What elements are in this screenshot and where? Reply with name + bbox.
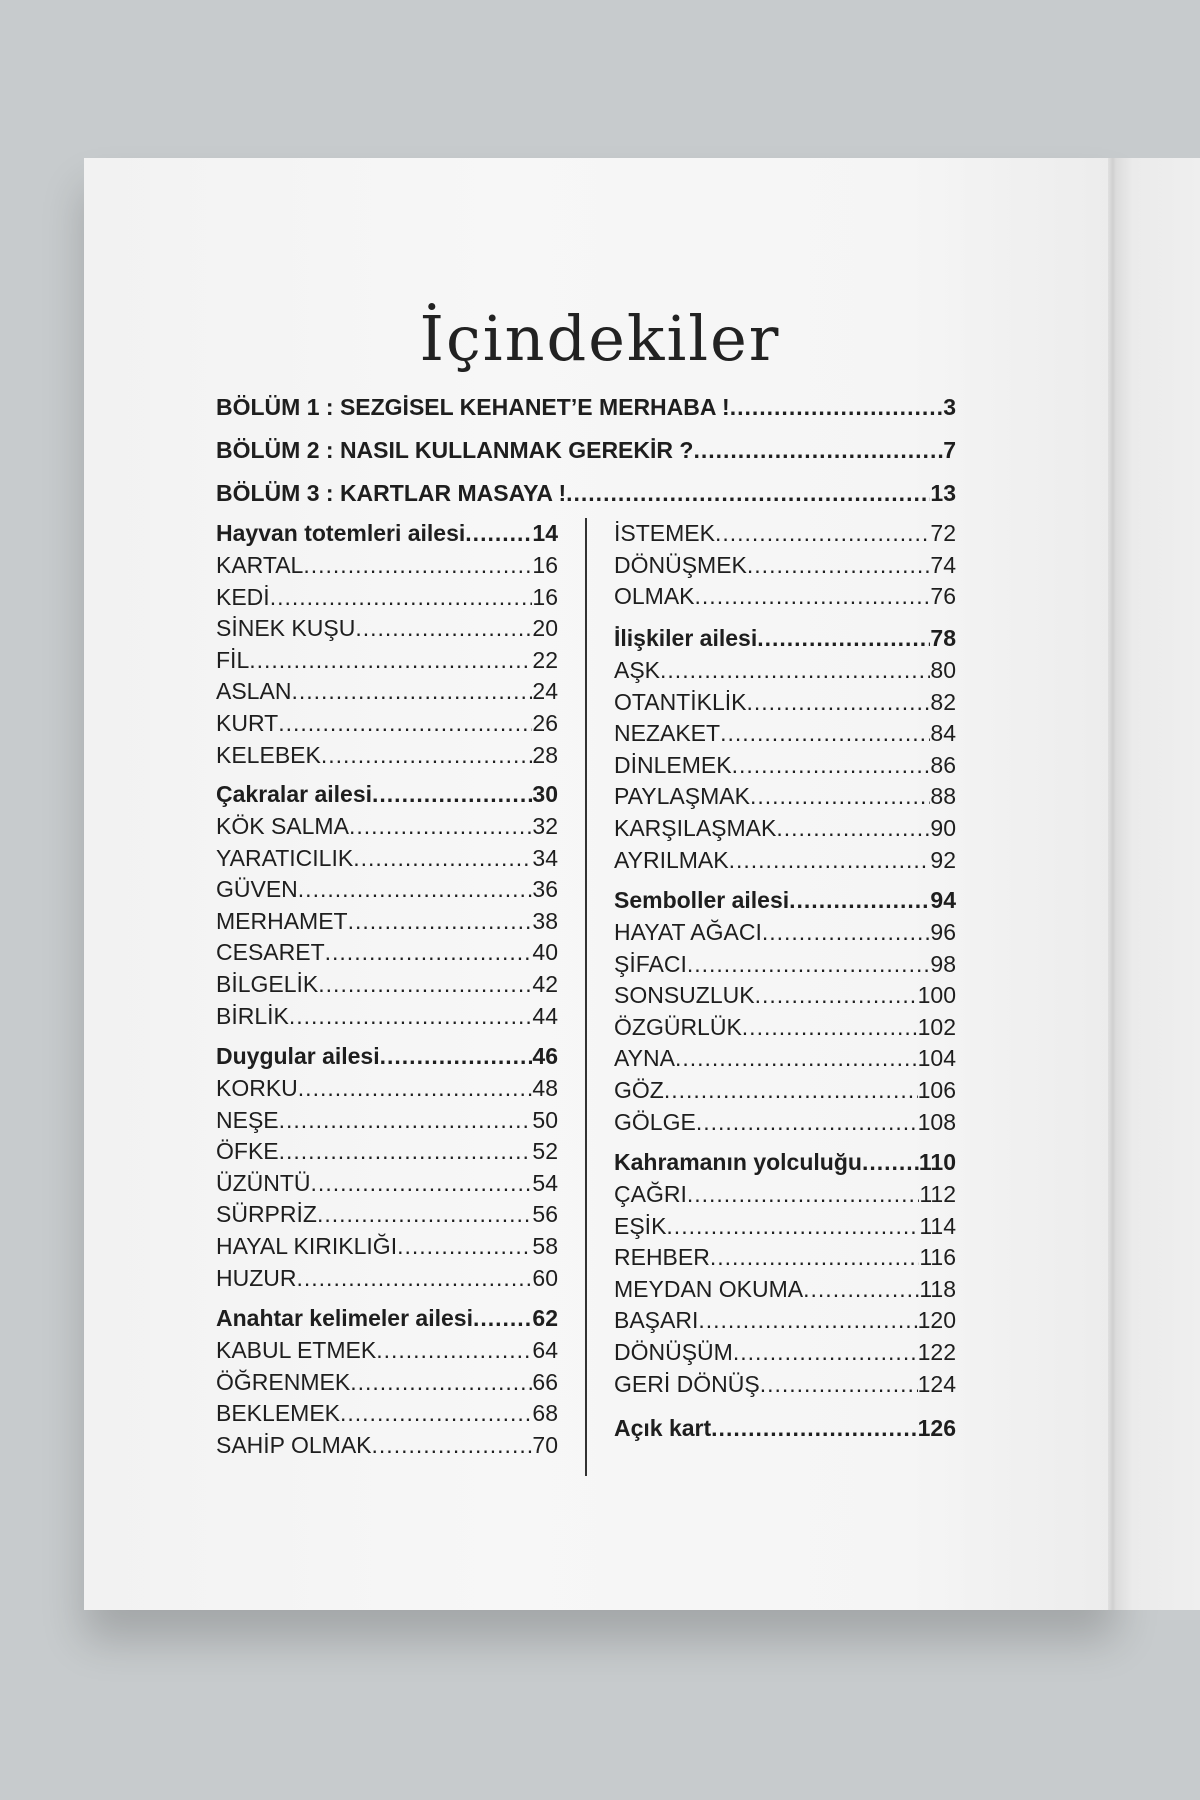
toc-item-page-number: 80 — [930, 657, 956, 683]
toc-item — [614, 783, 956, 815]
toc-item — [216, 1400, 558, 1432]
toc-item-page-number: 56 — [532, 1201, 558, 1228]
toc-item-label: ÖFKE — [216, 1138, 279, 1165]
toc-section — [216, 1043, 558, 1070]
toc-item-label: GERİ DÖNÜŞ — [614, 1370, 760, 1397]
leader-dots — [664, 1077, 918, 1104]
leader-dots — [693, 437, 943, 464]
toc-item-page-number: 34 — [532, 844, 558, 871]
toc-section-page-number: 94 — [930, 887, 956, 913]
toc-item — [216, 710, 558, 742]
toc-section-label: İlişkiler ailesi — [614, 625, 758, 651]
toc-item — [614, 951, 956, 983]
toc-item-page-number: 90 — [930, 815, 956, 841]
toc-item — [216, 615, 558, 647]
toc-item-page-number: 102 — [917, 1013, 956, 1040]
toc-item-label: BEKLEMEK — [216, 1400, 340, 1427]
leader-dots — [355, 615, 532, 642]
toc-item-page-number: 54 — [532, 1169, 558, 1196]
leader-dots — [747, 689, 931, 716]
leader-dots — [325, 939, 533, 966]
toc-section-page-number: 46 — [532, 1043, 558, 1069]
toc-item — [216, 1233, 558, 1265]
toc-item — [614, 1014, 956, 1046]
toc-item-label: SONSUZLUK — [614, 982, 755, 1009]
toc-item-label: ÇAĞRI — [614, 1181, 687, 1207]
toc-item-label: EŞİK — [614, 1212, 667, 1239]
toc-item-label: MEYDAN OKUMA — [614, 1275, 804, 1302]
toc-item — [614, 657, 956, 689]
leader-dots — [695, 583, 931, 610]
toc-item — [216, 876, 558, 908]
toc-item-label: PAYLAŞMAK — [614, 783, 750, 810]
toc-item-label: NEŞE — [216, 1106, 279, 1133]
leader-dots — [340, 1400, 532, 1427]
leader-dots — [710, 1244, 919, 1271]
toc-item-label: GÖZ — [614, 1077, 664, 1103]
toc-item-label: KORKU — [216, 1075, 298, 1101]
toc-item — [216, 1138, 558, 1170]
chapter-entry-page-number: 3 — [943, 394, 956, 420]
toc-item — [216, 939, 558, 971]
toc-item — [614, 1276, 956, 1308]
leader-dots — [566, 480, 930, 507]
leader-dots — [789, 887, 930, 914]
toc-item — [216, 678, 558, 710]
toc-item-page-number: 122 — [917, 1339, 956, 1365]
toc-item-label: HAYAT AĞACI — [614, 919, 762, 945]
toc-item-page-number: 106 — [917, 1077, 956, 1103]
page-title: İçindekiler — [419, 302, 781, 375]
toc-item-page-number: 50 — [532, 1106, 558, 1133]
toc-section-page-number: 78 — [930, 625, 956, 651]
toc-item-page-number: 42 — [532, 971, 558, 997]
toc-item-page-number: 68 — [532, 1400, 558, 1427]
toc-item-page-number: 96 — [930, 919, 956, 945]
leader-dots — [321, 742, 533, 769]
toc-item-page-number: 74 — [930, 551, 956, 578]
toc-item-page-number: 44 — [532, 1002, 558, 1029]
leader-dots — [350, 1369, 532, 1396]
leader-dots — [720, 720, 930, 747]
toc-item — [216, 1201, 558, 1233]
toc-item-page-number: 64 — [532, 1337, 558, 1363]
toc-item-page-number: 76 — [930, 583, 956, 610]
toc-item — [216, 1337, 558, 1369]
toc-item-label: BAŞARI — [614, 1307, 699, 1334]
chapter-entry-page-number: 7 — [943, 437, 956, 463]
chapter-entry-page-number: 13 — [930, 480, 956, 506]
toc-section-label: Açık kart — [614, 1415, 712, 1441]
chapter-entry-label: BÖLÜM 3 : KARTLAR MASAYA ! — [216, 480, 567, 506]
toc-item-label: OLMAK — [614, 583, 695, 610]
toc-item-label: BİRLİK — [216, 1002, 289, 1029]
leader-dots — [733, 1339, 918, 1366]
toc-item — [614, 1045, 956, 1077]
toc-item-page-number: 70 — [532, 1431, 558, 1458]
leader-dots — [349, 813, 532, 840]
leader-dots — [278, 710, 532, 737]
leader-dots — [715, 520, 930, 547]
toc-item — [614, 1244, 956, 1276]
toc-item — [614, 583, 956, 615]
toc-section — [216, 781, 558, 808]
toc-item — [614, 982, 956, 1014]
leader-dots — [762, 919, 931, 946]
toc-item — [216, 1170, 558, 1202]
toc-item-label: KURT — [216, 710, 279, 736]
toc-item-page-number: 100 — [917, 982, 956, 1009]
toc-item-label: HAYAL KIRIKLIĞI — [216, 1233, 398, 1259]
toc-item-label: FİL — [216, 646, 250, 673]
toc-item-label: KELEBEK — [216, 741, 321, 768]
toc-item-label: REHBER — [614, 1244, 710, 1271]
leader-dots — [776, 815, 930, 842]
toc-item — [614, 552, 956, 584]
toc-item-label: BİLGELİK — [216, 971, 319, 997]
chapter-entry-label: BÖLÜM 2 : NASIL KULLANMAK GEREKİR ? — [216, 437, 694, 463]
toc-item — [614, 1339, 956, 1371]
toc-item-page-number: 92 — [930, 846, 956, 873]
toc-item-label: SİNEK KUŞU — [216, 615, 356, 642]
leader-dots — [270, 584, 533, 611]
leader-dots — [742, 1014, 918, 1041]
toc-item-label: ÜZÜNTÜ — [216, 1169, 311, 1196]
leader-dots — [729, 847, 931, 874]
toc-item-label: MERHAMET — [216, 907, 348, 934]
toc-item-page-number: 60 — [532, 1264, 558, 1291]
chapter-entry — [216, 480, 956, 512]
toc-section-page-number: 110 — [918, 1149, 956, 1175]
toc-item-page-number: 120 — [917, 1307, 956, 1334]
leader-dots — [348, 908, 533, 935]
toc-item-page-number: 98 — [930, 950, 956, 977]
toc-item — [614, 1371, 956, 1403]
toc-item — [614, 752, 956, 784]
chapter-entry — [216, 437, 956, 469]
toc-item — [614, 1181, 956, 1213]
toc-item — [614, 1109, 956, 1141]
leader-dots — [750, 783, 930, 810]
toc-item-label: KARTAL — [216, 552, 304, 578]
leader-dots — [298, 1075, 533, 1102]
toc-item-label: OTANTİKLİK — [614, 688, 747, 715]
toc-section — [614, 1149, 956, 1176]
toc-item — [614, 815, 956, 847]
leader-dots — [687, 951, 931, 978]
toc-section-page-number: 30 — [532, 781, 558, 807]
toc-item — [216, 552, 558, 584]
toc-item — [216, 813, 558, 845]
leader-dots — [297, 1265, 533, 1292]
toc-section-page-number: 126 — [917, 1415, 956, 1441]
toc-item-label: GÖLGE — [614, 1108, 696, 1135]
chapter-entry — [216, 394, 956, 426]
toc-item-page-number: 24 — [532, 678, 558, 705]
toc-item-page-number: 84 — [930, 720, 956, 747]
leader-dots — [755, 982, 918, 1009]
toc-item-page-number: 16 — [532, 583, 558, 610]
toc-item-label: ASLAN — [216, 678, 292, 705]
toc-item-page-number: 82 — [930, 688, 956, 715]
toc-item-label: DÖNÜŞÜM — [614, 1339, 733, 1365]
toc-section-label: Kahramanın yolculuğu — [614, 1149, 862, 1175]
toc-item — [614, 1077, 956, 1109]
toc-section-label: Hayvan totemleri ailesi — [216, 520, 466, 546]
toc-section — [614, 887, 956, 914]
toc-item-page-number: 26 — [532, 710, 558, 736]
toc-item-page-number: 88 — [930, 783, 956, 810]
toc-item-page-number: 36 — [532, 876, 558, 903]
toc-item — [614, 1307, 956, 1339]
toc-item — [216, 1075, 558, 1107]
toc-item — [216, 1003, 558, 1035]
toc-item — [216, 742, 558, 774]
leader-dots — [660, 657, 930, 684]
toc-item-page-number: 124 — [917, 1370, 956, 1397]
toc-item-page-number: 108 — [917, 1108, 956, 1135]
leader-dots — [303, 552, 532, 579]
toc-item-label: CESARET — [216, 939, 325, 966]
leader-dots — [696, 1109, 918, 1136]
toc-item-label: ÖĞRENMEK — [216, 1368, 351, 1395]
toc-item-label: DİNLEMEK — [614, 751, 732, 778]
toc-item-page-number: 66 — [532, 1368, 558, 1395]
toc-item-label: KABUL ETMEK — [216, 1337, 377, 1363]
toc-item-label: İSTEMEK — [614, 520, 715, 546]
toc-item — [216, 1432, 558, 1464]
toc-item — [216, 845, 558, 877]
toc-section-page-number: 62 — [532, 1305, 558, 1331]
toc-section-label: Semboller ailesi — [614, 887, 790, 913]
toc-item-page-number: 114 — [919, 1212, 956, 1239]
toc-item — [614, 1213, 956, 1245]
leader-dots — [249, 647, 532, 674]
toc-item-label: HUZUR — [216, 1264, 297, 1291]
leader-dots — [711, 1415, 917, 1442]
leader-dots — [730, 394, 944, 421]
leader-dots — [318, 971, 532, 998]
toc-section-label: Anahtar kelimeler ailesi — [216, 1305, 473, 1331]
leader-dots — [687, 1181, 919, 1208]
toc-item-page-number: 116 — [919, 1244, 956, 1271]
leader-dots — [397, 1233, 532, 1260]
toc-section-label: Çakralar ailesi — [216, 781, 373, 807]
toc-item-label: GÜVEN — [216, 876, 298, 903]
toc-item-page-number: 20 — [532, 615, 558, 642]
leader-dots — [666, 1213, 919, 1240]
toc-item-label: KARŞILAŞMAK — [614, 815, 777, 841]
leader-dots — [311, 1170, 533, 1197]
leader-dots — [473, 1305, 532, 1332]
leader-dots — [289, 1003, 533, 1030]
leader-dots — [353, 845, 532, 872]
toc-item-page-number: 72 — [930, 520, 956, 546]
leader-dots — [372, 1432, 533, 1459]
toc-item-label: KÖK SALMA — [216, 813, 349, 839]
toc-item — [614, 919, 956, 951]
toc-item-label: DÖNÜŞMEK — [614, 551, 747, 578]
toc-item — [614, 520, 956, 552]
leader-dots — [760, 1371, 918, 1398]
toc-item-page-number: 86 — [930, 751, 956, 778]
toc-item-page-number: 16 — [532, 552, 558, 578]
toc-item-page-number: 22 — [532, 646, 558, 673]
toc-section — [614, 625, 956, 652]
leader-dots — [465, 520, 532, 547]
chapter-entry-label: BÖLÜM 1 : SEZGİSEL KEHANET’E MERHABA ! — [216, 394, 730, 420]
toc-item-label: AYRILMAK — [614, 846, 729, 873]
toc-item-page-number: 38 — [532, 907, 558, 934]
toc-item-page-number: 112 — [919, 1181, 956, 1207]
leader-dots — [298, 876, 533, 903]
toc-section — [216, 1305, 558, 1332]
toc-item — [216, 908, 558, 940]
toc-item-page-number: 58 — [532, 1233, 558, 1259]
toc-item-page-number: 104 — [917, 1045, 956, 1072]
toc-item-label: KEDİ — [216, 583, 270, 610]
toc-item-label: NEZAKET — [614, 720, 721, 747]
leader-dots — [372, 781, 532, 808]
leader-dots — [698, 1307, 917, 1334]
toc-item-label: SÜRPRİZ — [216, 1201, 317, 1228]
toc-item-page-number: 32 — [532, 813, 558, 839]
leader-dots — [732, 752, 931, 779]
toc-item — [614, 720, 956, 752]
toc-item — [216, 971, 558, 1003]
toc-item-label: SAHİP OLMAK — [216, 1431, 372, 1458]
leader-dots — [291, 678, 532, 705]
toc-item — [614, 847, 956, 879]
toc-item-page-number: 52 — [532, 1138, 558, 1165]
toc-item-label: YARATICILIK — [216, 844, 354, 871]
toc-section-page-number: 14 — [532, 520, 558, 546]
toc-section — [614, 1415, 956, 1442]
toc-item-label: AŞK — [614, 657, 661, 683]
toc-item-page-number: 118 — [919, 1275, 956, 1302]
leader-dots — [747, 552, 931, 579]
toc-item — [216, 1107, 558, 1139]
toc-section — [216, 520, 558, 547]
toc-item-page-number: 28 — [532, 741, 558, 768]
leader-dots — [279, 1138, 533, 1165]
leader-dots — [675, 1045, 918, 1072]
toc-section-label: Duygular ailesi — [216, 1043, 380, 1069]
toc-item — [216, 584, 558, 616]
leader-dots — [862, 1149, 919, 1176]
column-divider — [585, 518, 587, 1476]
leader-dots — [757, 625, 930, 652]
toc-item-label: AYNA — [614, 1045, 675, 1072]
toc-item — [614, 689, 956, 721]
toc-item — [216, 1369, 558, 1401]
toc-item — [216, 1265, 558, 1297]
leader-dots — [317, 1201, 532, 1228]
toc-item — [216, 647, 558, 679]
toc-item-page-number: 48 — [532, 1075, 558, 1101]
toc-item-label: ŞİFACI — [614, 950, 687, 977]
leader-dots — [803, 1276, 919, 1303]
leader-dots — [376, 1337, 532, 1364]
book-page-right-edge — [1116, 158, 1200, 1610]
leader-dots — [380, 1043, 533, 1070]
toc-item-label: ÖZGÜRLÜK — [614, 1013, 742, 1040]
leader-dots — [279, 1107, 533, 1134]
toc-item-page-number: 40 — [532, 939, 558, 966]
